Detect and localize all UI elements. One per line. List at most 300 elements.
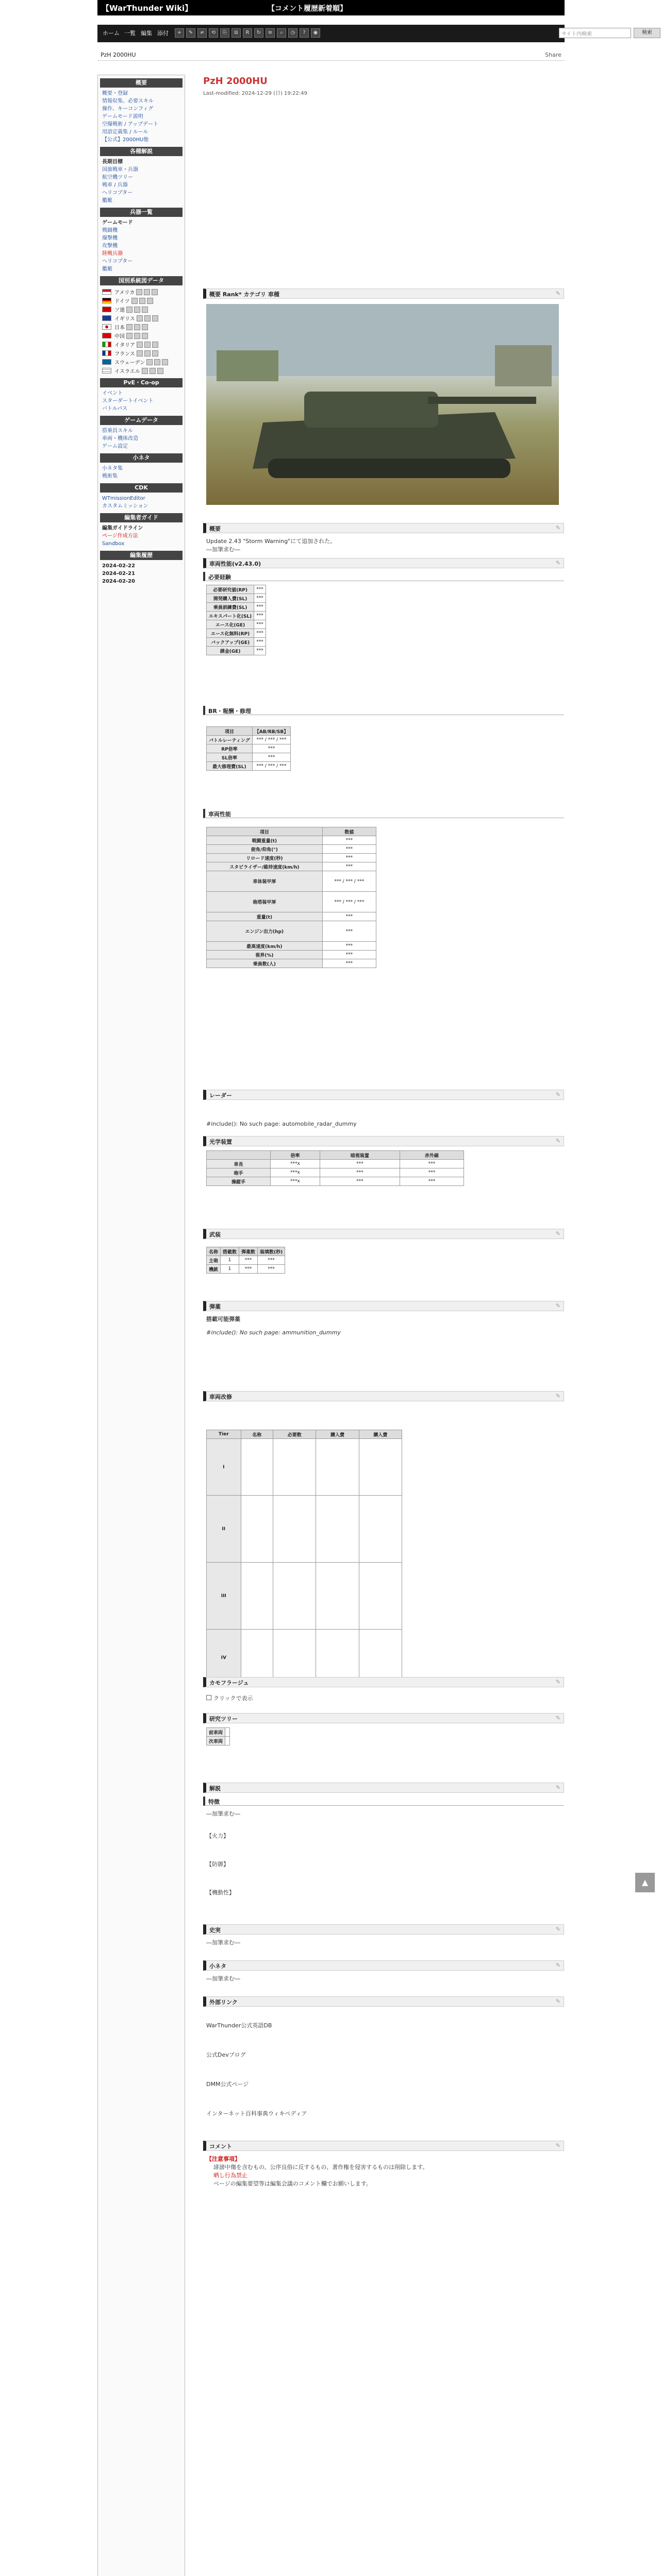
table-cell: *** / *** / *** bbox=[322, 892, 376, 912]
table-header: 項目 bbox=[207, 827, 323, 836]
nation-row-ussr[interactable] bbox=[98, 305, 185, 314]
table-cell bbox=[316, 1563, 359, 1630]
help-icon[interactable]: ? bbox=[300, 28, 309, 38]
rename-icon[interactable]: R bbox=[243, 28, 252, 38]
sidebar-item[interactable]: 【公式】2000HU他 bbox=[102, 137, 149, 143]
sidebar-item[interactable]: バトルパス bbox=[102, 406, 128, 412]
table-row bbox=[207, 1256, 285, 1265]
table-cell: 最高速度(km/h) bbox=[207, 942, 323, 951]
section-header bbox=[203, 1090, 564, 1100]
tree-table bbox=[206, 1727, 230, 1745]
section-title: 車両性能(v2.43.0) bbox=[209, 561, 261, 567]
air-icon[interactable] bbox=[142, 368, 148, 374]
section-header bbox=[203, 1136, 564, 1146]
table-cell: 1 bbox=[221, 1265, 239, 1274]
table-cell: 操縦手 bbox=[207, 1177, 271, 1186]
germany-flag-icon bbox=[102, 298, 111, 303]
israel-flag-icon bbox=[102, 368, 111, 374]
table-cell bbox=[316, 1439, 359, 1496]
subsection-header: 必要経験 bbox=[203, 572, 564, 581]
recent-icon[interactable]: ◷ bbox=[288, 28, 297, 38]
ground-icon[interactable] bbox=[144, 315, 151, 321]
table-row bbox=[207, 1430, 402, 1439]
table-header: 必要数 bbox=[273, 1430, 316, 1439]
section-header bbox=[203, 523, 564, 533]
table-cell bbox=[225, 1728, 230, 1737]
edit-icon[interactable]: ✎ bbox=[555, 1926, 560, 1933]
table-cell: *** bbox=[400, 1168, 464, 1177]
comment-notice-line: 誹謗中傷を含むもの、公序良俗に反するもの、著作権を侵害するものは削除します。 bbox=[213, 2164, 428, 2171]
table-row bbox=[207, 1439, 402, 1496]
table-cell: 俯角/仰角(°) bbox=[207, 845, 323, 854]
ussr-flag-icon bbox=[102, 307, 111, 312]
table-cell: *** bbox=[254, 638, 266, 647]
naval-icon[interactable] bbox=[147, 298, 153, 304]
sidebar-item[interactable]: ゲーム設定 bbox=[102, 444, 128, 449]
sidebar-heading: 各種解説 bbox=[100, 147, 183, 156]
nation-row-uk[interactable] bbox=[98, 314, 185, 323]
table-cell: *** bbox=[254, 647, 266, 655]
naval-icon[interactable] bbox=[142, 333, 148, 339]
nation-label: アメリカ bbox=[114, 290, 135, 296]
sidebar-item[interactable]: ゲームモード説明 bbox=[102, 114, 143, 120]
naval-icon[interactable] bbox=[152, 350, 158, 357]
table-cell: エース化無料(RP) bbox=[207, 629, 254, 638]
table-cell: III bbox=[207, 1563, 241, 1630]
table-row bbox=[207, 892, 376, 912]
table-row bbox=[207, 1728, 230, 1737]
edit-icon[interactable]: ✎ bbox=[555, 2142, 560, 2149]
table-cell: 乗員数(人) bbox=[207, 959, 323, 968]
table-row bbox=[207, 854, 376, 862]
sidebar-heading: 国別系統図データ bbox=[100, 276, 183, 285]
table-row bbox=[207, 736, 291, 744]
nation-label: 中国 bbox=[114, 334, 125, 340]
camo-toggle-label[interactable]: クリックで表示 bbox=[213, 1695, 253, 1702]
table-header: 購入費 bbox=[359, 1430, 402, 1439]
table-header: 購入費 bbox=[316, 1430, 359, 1439]
table-cell: *** bbox=[400, 1160, 464, 1168]
sidebar-item[interactable]: 戦闘機 bbox=[102, 228, 118, 233]
table-row bbox=[207, 612, 266, 620]
table-cell: II bbox=[207, 1496, 241, 1563]
table-row bbox=[207, 620, 266, 629]
edit-icon[interactable]: ✎ bbox=[555, 1998, 560, 2005]
sidebar-item[interactable]: 艦艇 bbox=[102, 198, 112, 204]
nation-label: フランス bbox=[114, 351, 135, 357]
reload-icon[interactable]: ↻ bbox=[254, 28, 263, 38]
edit-icon[interactable]: ✎ bbox=[555, 1715, 560, 1721]
table-row bbox=[207, 1265, 285, 1274]
nation-row-japan[interactable] bbox=[98, 323, 185, 331]
defense-heading: 【防御】 bbox=[206, 1861, 229, 1868]
desc-placeholder: ―加筆求む― bbox=[206, 1810, 240, 1817]
sidebar-item[interactable]: カスタムミッション bbox=[102, 503, 148, 509]
edit-icon[interactable]: ✎ bbox=[555, 1784, 560, 1791]
table-cell: 最大修理費(SL) bbox=[207, 762, 253, 771]
performance-table bbox=[206, 827, 376, 968]
table-cell: 戦闘重量(t) bbox=[207, 836, 323, 845]
site-title[interactable]: 【WarThunder Wiki】 bbox=[102, 4, 193, 13]
table-cell: *** / *** / *** bbox=[252, 736, 291, 744]
table-header: 暗視装置 bbox=[320, 1151, 400, 1160]
table-cell: RP倍率 bbox=[207, 744, 253, 753]
breadcrumb bbox=[97, 49, 565, 61]
comment-history-link[interactable]: 【コメント履歴新着順】 bbox=[268, 5, 347, 13]
table-cell: SL倍率 bbox=[207, 753, 253, 762]
search-input[interactable]: サイト内検索 bbox=[559, 28, 631, 38]
sidebar-item[interactable]: 航空機ツリー bbox=[102, 175, 133, 180]
table-cell bbox=[241, 1563, 273, 1630]
edit-icon[interactable]: ✎ bbox=[555, 290, 560, 297]
sidebar-item[interactable]: 用語定義集 / ルール bbox=[102, 129, 148, 135]
section-title: コメント bbox=[209, 2143, 232, 2150]
table-row bbox=[207, 1177, 464, 1186]
sidebar-item[interactable]: 爆撃機 bbox=[102, 235, 118, 241]
new-page-icon[interactable]: + bbox=[175, 28, 184, 38]
table-cell: 砲手 bbox=[207, 1168, 271, 1177]
menu-list[interactable]: 一覧 bbox=[124, 30, 136, 37]
rss-icon[interactable]: ◉ bbox=[311, 28, 320, 38]
sidebar-item[interactable]: ゲームモード bbox=[102, 220, 133, 226]
history-placeholder: ―加筆求む― bbox=[206, 1939, 240, 1946]
table-cell: 次車両 bbox=[207, 1737, 225, 1745]
ground-icon[interactable] bbox=[134, 333, 140, 339]
section-header bbox=[203, 289, 564, 299]
expand-icon[interactable] bbox=[206, 1695, 211, 1700]
naval-icon[interactable] bbox=[152, 315, 158, 321]
table-cell: 車長 bbox=[207, 1160, 271, 1168]
trivia-placeholder: ―加筆求む― bbox=[206, 1975, 240, 1982]
table-row bbox=[207, 951, 376, 959]
japan-flag-icon bbox=[102, 324, 111, 330]
air-icon[interactable] bbox=[131, 298, 138, 304]
table-header: 項目 bbox=[207, 727, 253, 736]
naval-icon[interactable] bbox=[152, 342, 158, 348]
table-row bbox=[207, 836, 376, 845]
table-cell: ***x bbox=[271, 1160, 320, 1168]
nation-label: ソ連 bbox=[114, 308, 125, 313]
nation-row-sweden[interactable] bbox=[98, 358, 185, 366]
table-cell: エース化(GE) bbox=[207, 620, 254, 629]
section-title: 弾薬 bbox=[209, 1303, 221, 1310]
section-title: 外部リンク bbox=[209, 1999, 238, 2006]
attach-icon[interactable]: ⎘ bbox=[220, 28, 229, 38]
section-header bbox=[203, 1960, 564, 1971]
table-cell: ***x bbox=[271, 1177, 320, 1186]
sidebar-item[interactable]: 2024-02-21 bbox=[102, 571, 135, 577]
ground-icon[interactable] bbox=[150, 368, 156, 374]
ground-icon[interactable] bbox=[144, 289, 150, 295]
table-row bbox=[207, 762, 291, 771]
edit-icon[interactable]: ✎ bbox=[555, 524, 560, 531]
sidebar-item[interactable]: 編集ガイドライン bbox=[102, 526, 143, 531]
mobility-heading: 【機動性】 bbox=[206, 1889, 235, 1896]
menu-edit[interactable]: 編集 bbox=[141, 30, 152, 37]
air-icon[interactable] bbox=[137, 350, 143, 357]
table-cell: スタビライザー/維持速度(km/h) bbox=[207, 862, 323, 871]
table-cell: 必要研究値(RP) bbox=[207, 585, 254, 594]
table-row bbox=[207, 585, 266, 594]
sidebar-item[interactable]: 情報収集、必要スキル bbox=[102, 98, 154, 104]
table-row bbox=[207, 921, 376, 942]
search-icon[interactable]: ⌕ bbox=[277, 28, 286, 38]
table-cell bbox=[225, 1737, 230, 1745]
vehicle-screenshot bbox=[206, 304, 559, 505]
table-cell: *** bbox=[320, 1168, 400, 1177]
menu-home[interactable]: ホーム bbox=[103, 30, 120, 37]
overview-placeholder: ―加筆求む― bbox=[206, 546, 240, 553]
table-cell: *** bbox=[254, 620, 266, 629]
ground-icon[interactable] bbox=[139, 298, 145, 304]
table-cell: バトルレーティング bbox=[207, 736, 253, 744]
naval-icon[interactable] bbox=[152, 289, 158, 295]
nation-row-germany[interactable] bbox=[98, 296, 185, 305]
menu-attach[interactable]: 添付 bbox=[157, 30, 169, 37]
italy-flag-icon bbox=[102, 342, 111, 347]
table-cell: *** bbox=[322, 921, 376, 942]
air-icon[interactable] bbox=[126, 333, 133, 339]
table-cell: *** bbox=[322, 836, 376, 845]
weapons-table bbox=[206, 1247, 285, 1274]
table-row bbox=[207, 1563, 402, 1630]
table-cell: I bbox=[207, 1439, 241, 1496]
edit-icon[interactable]: ✎ bbox=[186, 28, 195, 38]
search-button[interactable]: 検索 bbox=[634, 28, 660, 38]
table-cell: 車体装甲厚 bbox=[207, 871, 323, 892]
table-cell: 1 bbox=[221, 1256, 239, 1265]
breadcrumb-text[interactable]: PzH 2000HU bbox=[101, 52, 136, 58]
br-table bbox=[206, 726, 291, 771]
table-cell: *** bbox=[254, 585, 266, 594]
naval-icon[interactable] bbox=[142, 324, 148, 330]
air-icon[interactable] bbox=[137, 315, 143, 321]
ground-icon[interactable] bbox=[144, 350, 151, 357]
camo-toggle[interactable] bbox=[206, 1694, 253, 1702]
table-row bbox=[207, 1247, 285, 1256]
sidebar-item[interactable]: 操作、キーコンフィグ bbox=[102, 106, 154, 112]
ground-icon[interactable] bbox=[144, 342, 151, 348]
table-cell: 主砲 bbox=[207, 1256, 221, 1265]
sidebar-item[interactable]: スターダートイベント bbox=[102, 398, 154, 404]
section-header bbox=[203, 1391, 564, 1401]
sidebar-item[interactable]: 概要・登録 bbox=[102, 91, 128, 96]
edit-icon[interactable]: ✎ bbox=[555, 1393, 560, 1399]
table-cell: *** / *** / *** bbox=[322, 871, 376, 892]
table-cell: バックアップ(GE) bbox=[207, 638, 254, 647]
edit-icon[interactable]: ✎ bbox=[555, 1679, 560, 1685]
table-cell bbox=[359, 1496, 402, 1563]
top-header bbox=[97, 0, 565, 15]
nation-label: イタリア bbox=[114, 343, 135, 348]
sidebar bbox=[97, 75, 185, 2576]
section-title: 車両改修 bbox=[209, 1394, 232, 1400]
table-row bbox=[207, 1160, 464, 1168]
edit-icon[interactable]: ✎ bbox=[555, 1962, 560, 1969]
table-cell: *** bbox=[239, 1256, 258, 1265]
subsection-header: 特徴 bbox=[203, 1797, 564, 1806]
section-header bbox=[203, 1301, 564, 1311]
table-row bbox=[207, 727, 291, 736]
menu-bar bbox=[97, 25, 652, 42]
copy-icon[interactable]: ⧉ bbox=[231, 28, 241, 38]
table-cell: *** bbox=[400, 1177, 464, 1186]
air-icon[interactable] bbox=[126, 324, 133, 330]
air-icon[interactable] bbox=[136, 289, 142, 295]
table-cell: *** bbox=[254, 594, 266, 603]
table-cell: *** bbox=[320, 1160, 400, 1168]
table-header: 赤外線 bbox=[400, 1151, 464, 1160]
comment-notice-line: 晒し行為禁止 bbox=[213, 2172, 247, 2179]
air-icon[interactable] bbox=[146, 359, 153, 365]
edit-icon[interactable]: ✎ bbox=[555, 1302, 560, 1309]
table-cell: *** bbox=[322, 862, 376, 871]
sidebar-heading: 編集者ガイド bbox=[100, 513, 183, 522]
diff-icon[interactable]: ≠ bbox=[197, 28, 207, 38]
table-cell: 開発購入費(SL) bbox=[207, 594, 254, 603]
sidebar-item[interactable]: イベント bbox=[102, 391, 123, 396]
sidebar-item[interactable]: 搭乗員スキル bbox=[102, 428, 133, 434]
section-title: 研究ツリー bbox=[209, 1716, 238, 1722]
sidebar-item[interactable]: 空爆戦術 / アップデート bbox=[102, 122, 159, 127]
sidebar-item[interactable]: 小ネタ集 bbox=[102, 466, 123, 471]
table-row bbox=[207, 1496, 402, 1563]
sidebar-item[interactable]: 長期目標 bbox=[102, 159, 123, 165]
table-cell: IV bbox=[207, 1630, 241, 1686]
nation-row-italy[interactable] bbox=[98, 340, 185, 349]
table-cell: *** bbox=[258, 1256, 285, 1265]
sidebar-item[interactable]: 車両・機体改造 bbox=[102, 436, 138, 442]
ground-icon[interactable] bbox=[154, 359, 160, 365]
edit-icon[interactable]: ✎ bbox=[555, 1138, 560, 1144]
ground-icon[interactable] bbox=[134, 324, 140, 330]
table-header: 名称 bbox=[241, 1430, 273, 1439]
section-title: 解説 bbox=[209, 1785, 221, 1792]
ammo-include-text: #include(): No such page: ammunition_dummy bbox=[206, 1329, 341, 1336]
sidebar-item[interactable]: 国旗戦車・兵器 bbox=[102, 167, 138, 173]
section-title: 概要 Rank* カテゴリ 車種 bbox=[209, 291, 279, 298]
nation-label: スウェーデン bbox=[114, 360, 145, 366]
section-title: 武装 bbox=[209, 1231, 221, 1238]
table-cell: *** / *** / *** bbox=[252, 762, 291, 771]
nation-label: ドイツ bbox=[114, 299, 130, 304]
table-row bbox=[207, 638, 266, 647]
table-cell: ***x bbox=[271, 1168, 320, 1177]
subsection-header: BR・報酬・修理 bbox=[203, 706, 564, 715]
firepower-heading: 【火力】 bbox=[206, 1833, 229, 1839]
sidebar-heading: PvE・Co-op bbox=[100, 378, 183, 387]
table-cell: 砲塔装甲厚 bbox=[207, 892, 323, 912]
section-title: レーダー bbox=[209, 1092, 232, 1099]
sidebar-item[interactable]: 2024-02-22 bbox=[102, 563, 135, 569]
table-row bbox=[207, 744, 291, 753]
nation-row-france[interactable] bbox=[98, 349, 185, 358]
table-row bbox=[207, 629, 266, 638]
backup-icon[interactable]: ⟲ bbox=[209, 28, 218, 38]
usa-flag-icon bbox=[102, 289, 111, 295]
external-link[interactable]: 公式Devブログ bbox=[206, 2052, 246, 2058]
table-cell bbox=[273, 1496, 316, 1563]
table-cell: リロード速度(秒) bbox=[207, 854, 323, 862]
uk-flag-icon bbox=[102, 315, 111, 321]
section-title: 小ネタ bbox=[209, 1963, 226, 1970]
sidebar-item[interactable]: 攻撃機 bbox=[102, 243, 118, 249]
table-row bbox=[207, 959, 376, 968]
section-header bbox=[203, 1924, 564, 1935]
china-flag-icon bbox=[102, 333, 111, 338]
nation-row-usa[interactable] bbox=[98, 287, 185, 296]
table-header: 倍率 bbox=[271, 1151, 320, 1160]
air-icon[interactable] bbox=[137, 342, 143, 348]
edit-icon[interactable]: ✎ bbox=[555, 560, 560, 566]
sidebar-item[interactable]: 陸戦兵器 bbox=[102, 251, 123, 257]
share-button[interactable]: Share bbox=[545, 52, 561, 58]
section-title: 概要 bbox=[209, 526, 221, 532]
table-cell bbox=[359, 1563, 402, 1630]
table-cell: 視界(%) bbox=[207, 951, 323, 959]
sidebar-item[interactable]: ページ作成方法 bbox=[102, 533, 138, 539]
sidebar-item[interactable]: 戦車 / 兵器 bbox=[102, 182, 128, 188]
table-row bbox=[207, 603, 266, 612]
ground-icon[interactable] bbox=[134, 307, 140, 313]
naval-icon[interactable] bbox=[142, 307, 148, 313]
external-link[interactable]: DMM公式ページ bbox=[206, 2081, 249, 2088]
nation-row-china[interactable] bbox=[98, 331, 185, 340]
sidebar-item[interactable]: 艦艇 bbox=[102, 266, 112, 272]
sidebar-heading: 兵器一覧 bbox=[100, 208, 183, 217]
naval-icon[interactable] bbox=[162, 359, 168, 365]
scroll-top-button[interactable]: ▲ bbox=[635, 1873, 655, 1892]
sidebar-heading: CDK bbox=[100, 483, 183, 493]
nation-label: イスラエル bbox=[114, 369, 140, 375]
edit-icon[interactable]: ✎ bbox=[555, 1230, 560, 1237]
section-header bbox=[203, 1783, 564, 1793]
modifications-table bbox=[206, 1430, 402, 1686]
table-cell: *** bbox=[252, 753, 291, 762]
sidebar-item[interactable]: 2024-02-20 bbox=[102, 579, 135, 584]
table-cell bbox=[316, 1496, 359, 1563]
section-header bbox=[203, 1677, 564, 1687]
sidebar-item[interactable]: ヘリコプター bbox=[102, 190, 133, 196]
table-header: 搭載数 bbox=[221, 1247, 239, 1256]
external-link[interactable]: インターネット百科事典ウィキペディア bbox=[206, 2110, 307, 2117]
table-cell bbox=[241, 1439, 273, 1496]
air-icon[interactable] bbox=[126, 307, 133, 313]
radar-include-text: #include(): No such page: automobile_radar_dummy bbox=[206, 1121, 357, 1127]
list-icon[interactable]: ≡ bbox=[266, 28, 275, 38]
sidebar-item[interactable]: Sandbox bbox=[102, 541, 125, 547]
sidebar-heading: 概要 bbox=[100, 78, 183, 88]
sidebar-item[interactable]: WTmissionEditor bbox=[102, 496, 145, 501]
edit-icon[interactable]: ✎ bbox=[555, 1091, 560, 1098]
sidebar-item[interactable]: 戦術集 bbox=[102, 473, 118, 479]
naval-icon[interactable] bbox=[157, 368, 163, 374]
external-link[interactable]: WarThunder公式英語DB bbox=[206, 2022, 272, 2029]
table-cell: エンジン出力(hp) bbox=[207, 921, 323, 942]
table-cell: 重量(t) bbox=[207, 912, 323, 921]
table-header bbox=[207, 1151, 271, 1160]
table-header: 数値 bbox=[322, 827, 376, 836]
section-header bbox=[203, 2141, 564, 2151]
overview-text: Update 2.43 "Storm Warning"にて追加された。 bbox=[206, 538, 336, 545]
table-cell: *** bbox=[322, 959, 376, 968]
main-content bbox=[203, 75, 564, 2576]
section-header bbox=[203, 558, 564, 568]
nation-row-israel[interactable] bbox=[98, 366, 185, 375]
section-title: 史実 bbox=[209, 1927, 221, 1934]
table-cell: *** bbox=[254, 612, 266, 620]
sidebar-item[interactable]: ヘリコプター bbox=[102, 259, 133, 264]
